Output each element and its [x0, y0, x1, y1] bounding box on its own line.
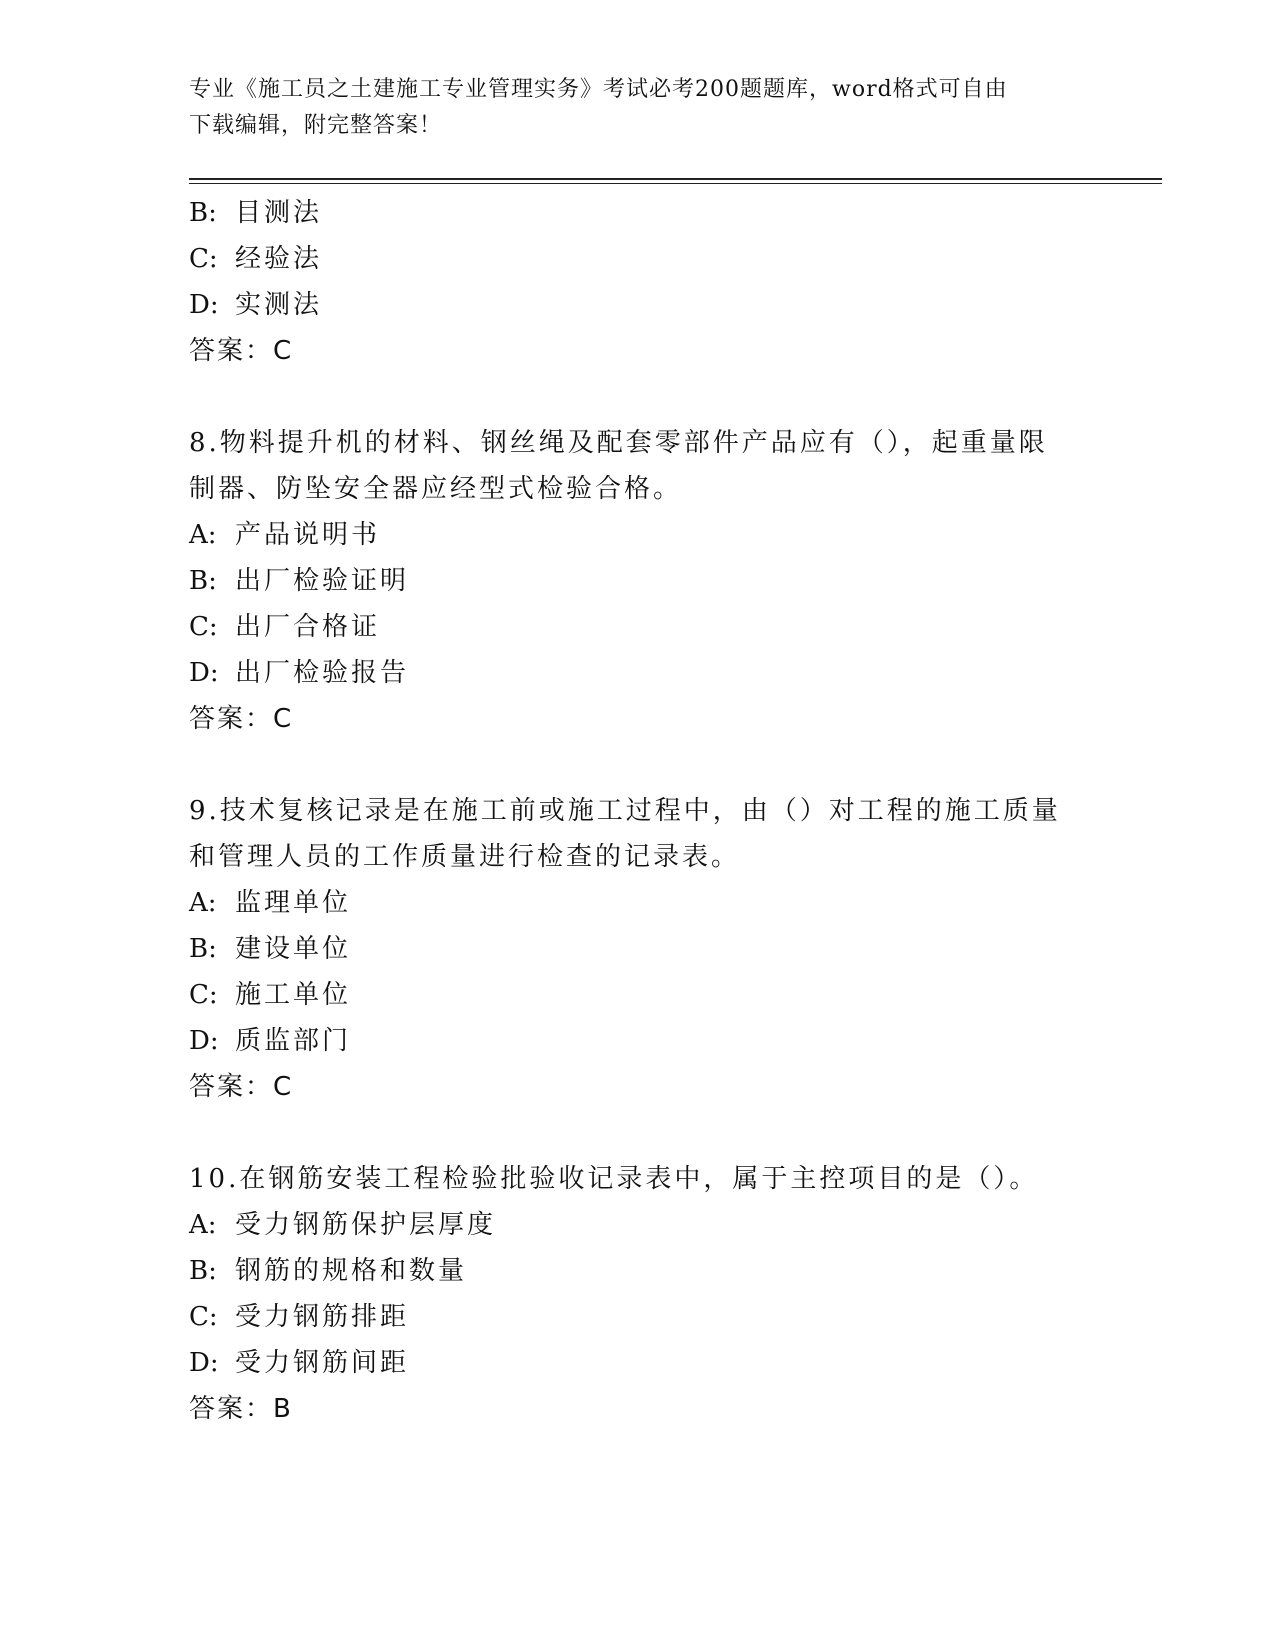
answer: 答案：C — [189, 336, 294, 366]
answer: 答案：C — [189, 704, 294, 734]
question-content — [189, 190, 1089, 1432]
header-rule-thin — [189, 183, 1162, 184]
answer: 答案：C — [189, 1072, 294, 1102]
option-c: C: 施工单位 — [189, 980, 352, 1010]
option-c: C: 受力钢筋排距 — [189, 1302, 410, 1332]
option-b: B: 目测法 — [189, 198, 323, 228]
question-stem: 10.在钢筋安装工程检验批验收记录表中，属于主控项目的是（）。 — [189, 1164, 1039, 1194]
question-7 — [189, 190, 1089, 374]
option-c: C: 经验法 — [189, 244, 323, 274]
header-rule-thick — [189, 178, 1162, 180]
option-d: D: 质监部门 — [189, 1026, 352, 1056]
question-stem: 9.技术复核记录是在施工前或施工过程中，由（）对工程的施工质量 — [189, 796, 1061, 826]
option-a: A: 产品说明书 — [189, 520, 381, 550]
question-stem-cont: 和管理人员的工作质量进行检查的记录表。 — [189, 842, 741, 872]
answer: 答案：B — [189, 1394, 293, 1424]
question-stem-cont: 制器、防坠安全器应经型式检验合格。 — [189, 474, 683, 504]
option-d: D: 实测法 — [189, 290, 323, 320]
option-b: B: 出厂检验证明 — [189, 566, 410, 596]
question-8 — [189, 420, 1089, 742]
question-9 — [189, 788, 1089, 1110]
option-b: B: 钢筋的规格和数量 — [189, 1256, 468, 1286]
header-line-1: 专业《施工员之土建施工专业管理实务》考试必考200题题库，word格式可自由 — [189, 77, 1008, 102]
header-line-2: 下载编辑，附完整答案！ — [189, 113, 443, 138]
option-b: B: 建设单位 — [189, 934, 352, 964]
option-d: D: 受力钢筋间距 — [189, 1348, 410, 1378]
question-stem: 8.物料提升机的材料、钢丝绳及配套零部件产品应有（），起重量限 — [189, 428, 1048, 458]
option-a: A: 受力钢筋保护层厚度 — [189, 1210, 497, 1240]
option-d: D: 出厂检验报告 — [189, 658, 410, 688]
question-10 — [189, 1156, 1089, 1432]
document-header — [189, 72, 1069, 144]
option-c: C: 出厂合格证 — [189, 612, 381, 642]
option-a: A: 监理单位 — [189, 888, 352, 918]
